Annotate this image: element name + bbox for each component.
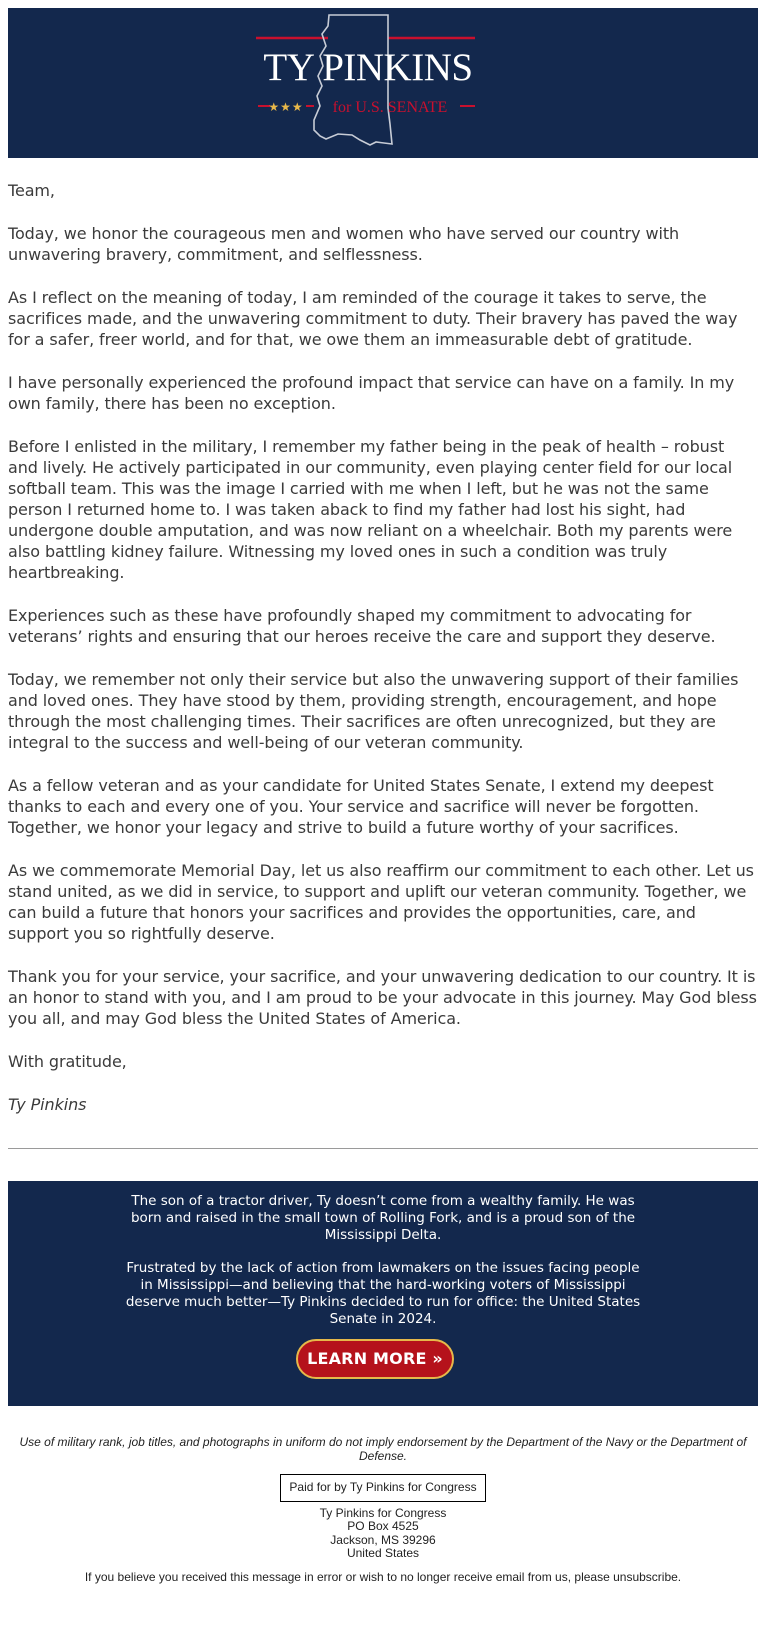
letter-paragraph: I have personally experienced the profound impact that service can have on a family. In my own family, there has been no exception. [8, 373, 735, 413]
address-line: Jackson, MS 39296 [330, 1532, 436, 1547]
closing: With gratitude, [8, 1052, 127, 1071]
letter-body [8, 180, 758, 1115]
ty-pinkins-logo [8, 8, 758, 158]
campaign-header [8, 8, 758, 158]
about-banner [8, 1181, 758, 1406]
letter-paragraph: As a fellow veteran and as your candidate for United States Senate, I extend my deepest thanks to each and every one of you. Your service and sacrifice will never be forgotten. Together, we honor your legacy and strive to build a future worthy of your sacrifices. [8, 776, 714, 837]
logo-tagline: for U.S. SENATE [332, 99, 448, 116]
logo-name: TY PINKINS [263, 46, 473, 89]
address-line: United States [346, 1546, 420, 1560]
greeting: Team, [8, 181, 55, 200]
letter-paragraph: Today, we remember not only their service but also the unwavering support of their families and loved ones. They have stood by them, providing strength, encouragement, and hope through the most challenging times. Their sacrifices are often unrecognized, but they are integral to the success and well-being of our veteran community. [8, 670, 739, 752]
signature: Ty Pinkins [8, 1095, 87, 1114]
letter-paragraph: As I reflect on the meaning of today, I am reminded of the courage it takes to serve, the sacrifices made, and the unwavering commitment to duty. Their bravery has paved the way for a safer, freer world, and for that, we owe them an immeasurable debt of gratitude. [8, 288, 738, 349]
stars-icon: ★★★ [268, 100, 304, 114]
letter-paragraph: Today, we honor the courageous men and women who have served our country with unwavering bravery, commitment, and selflessness. [8, 224, 680, 264]
about-paragraph: Frustrated by the lack of action from lawmakers on the issues facing people in Mississippi—and believing that the hard-working voters of Mississippi deserve much better—Ty Pinkins decided to run for office: the United States Senate in 2024. [125, 1260, 641, 1327]
unsubscribe-link[interactable]: If you believe you received this message in error or wish to no longer receive email from us, please unsubscribe. [84, 1569, 682, 1584]
paid-for-box: Paid for by Ty Pinkins for Congress [280, 1474, 485, 1502]
learn-more-button[interactable]: LEARN MORE » [296, 1339, 454, 1379]
address-line: PO Box 4525 [347, 1519, 419, 1533]
about-paragraph: The son of a tractor driver, Ty doesn’t come from a wealthy family. He was born and raised in the small town of Rolling Fork, and is a proud son of the Mississippi Delta. [130, 1193, 636, 1243]
email-body [8, 8, 758, 1584]
letter-paragraph: Experiences such as these have profoundly shaped my commitment to advocating for veterans’ rights and ensuring that our heroes receive the care and support they deserve. [8, 606, 716, 646]
mailing-address [8, 1507, 758, 1561]
footer [8, 1436, 758, 1584]
letter-paragraph: Thank you for your service, your sacrifice, and your unwavering dedication to our country. It is an honor to stand with you, and I am proud to be your advocate in this journey. May God bless you all, and may God bless the United States of America. [8, 967, 757, 1028]
divider [8, 1148, 758, 1149]
letter-paragraph: Before I enlisted in the military, I remember my father being in the peak of health – robust and lively. He actively participated in our community, even playing center field for our local softball team. This was the image I carried with me when I left, but he was not the same person I returned home to. I was taken aback to find my father had lost his sight, had undergone double amputation, and was now reliant on a wheelchair. Both my parents were also battling kidney failure. Witnessing my loved ones in such a condition was truly heartbreaking. [8, 437, 733, 582]
military-disclaimer: Use of military rank, job titles, and photographs in uniform do not imply endorsement by the Department of the Navy or the Department of Defense. [19, 1435, 747, 1463]
address-line: Ty Pinkins for Congress [319, 1505, 447, 1520]
letter-paragraph: As we commemorate Memorial Day, let us also reaffirm our commitment to each other. Let us stand united, as we did in service, to support and uplift our veteran community. Together, we can build a future that honors your sacrifices and provides the opportunities, care, and support you so rightfully deserve. [8, 861, 754, 943]
